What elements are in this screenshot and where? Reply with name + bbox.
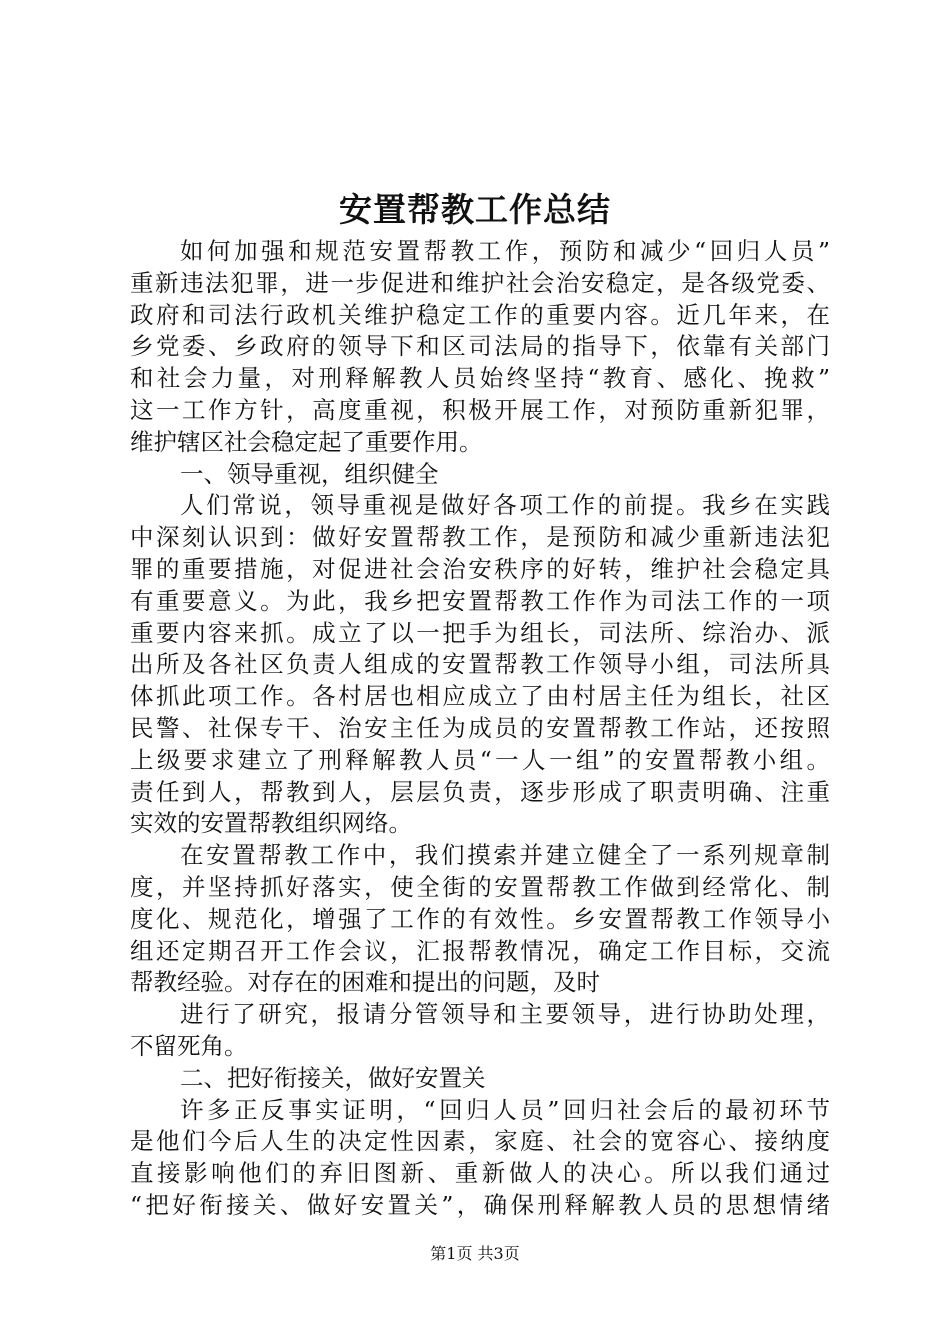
text-line: 在安置帮教工作中，我们摸索并建立健全了一系列规章制 (180, 841, 830, 870)
text-line: 组还定期召开工作会议，汇报帮教情况，确定工作目标，交流 (130, 936, 830, 965)
text-line: 责任到人，帮教到人，层层负责，逐步形成了职责明确、注重 (130, 777, 830, 806)
section-heading: 二、把好衔接关，做好安置关 (180, 1063, 486, 1092)
text-line: 罪的重要措施，对促进社会治安秩序的好转，维护社会稳定具 (130, 554, 830, 583)
text-line: 度化、规范化，增强了工作的有效性。乡安置帮教工作领导小 (130, 904, 830, 933)
text-line: 上级要求建立了刑释解教人员“一人一组”的安置帮教小组。 (130, 745, 830, 774)
document-body (130, 236, 830, 1222)
text-line: 许多正反事实证明，“回归人员”回归社会后的最初环节 (180, 1095, 830, 1124)
text-line: 是他们今后人生的决定性因素，家庭、社会的宽容心、接纳度 (130, 1127, 830, 1156)
text-line: 人们常说，领导重视是做好各项工作的前提。我乡在实践 (180, 491, 830, 520)
text-line: 有重要意义。为此，我乡把安置帮教工作作为司法工作的一项 (130, 586, 830, 615)
text-line: 出所及各社区负责人组成的安置帮教工作领导小组，司法所具 (130, 650, 830, 679)
text-line: 重要内容来抓。成立了以一把手为组长，司法所、综治办、派 (130, 618, 830, 647)
text-line: 如何加强和规范安置帮教工作，预防和减少“回归人员” (180, 237, 830, 265)
text-line: 维护辖区社会稳定起了重要作用。 (130, 427, 483, 456)
text-line: “把好衔接关、做好安置关”，确保刑释解教人员的思想情绪 (130, 1190, 830, 1219)
text-line: 体抓此项工作。各村居也相应成立了由村居主任为组长，社区 (130, 682, 830, 711)
text-line: 政府和司法行政机关维护稳定工作的重要内容。近几年来，在 (130, 300, 830, 329)
text-line: 实效的安置帮教组织网络。 (130, 809, 412, 838)
section-heading: 一、领导重视，组织健全 (180, 459, 439, 488)
document-title: 安置帮教工作总结 (339, 190, 611, 229)
text-line: 乡党委、乡政府的领导下和区司法局的指导下，依靠有关部门 (130, 332, 830, 361)
text-line: 度，并坚持抓好落实，使全街的安置帮教工作做到经常化、制 (130, 872, 830, 901)
text-line: 进行了研究，报请分管领导和主要领导，进行协助处理， (180, 1000, 830, 1029)
text-line: 重新违法犯罪，进一步促进和维护社会治安稳定，是各级党委、 (130, 268, 830, 297)
text-line: 直接影响他们的弃旧图新、重新做人的决心。所以我们通过 (130, 1159, 830, 1188)
text-line: 不留死角。 (130, 1031, 248, 1060)
text-line: 帮教经验。对存在的困难和提出的问题，及时 (130, 968, 600, 997)
text-line: 中深刻认识到：做好安置帮教工作，是预防和减少重新违法犯 (130, 523, 830, 552)
text-line: 和社会力量，对刑释解教人员始终坚持“教育、感化、挽救” (130, 364, 830, 393)
text-line: 民警、社保专干、治安主任为成员的安置帮教工作站，还按照 (130, 713, 830, 742)
page-footer: 第1页 共3页 (430, 1244, 520, 1263)
text-line: 这一工作方针，高度重视，积极开展工作，对预防重新犯罪， (130, 395, 830, 424)
